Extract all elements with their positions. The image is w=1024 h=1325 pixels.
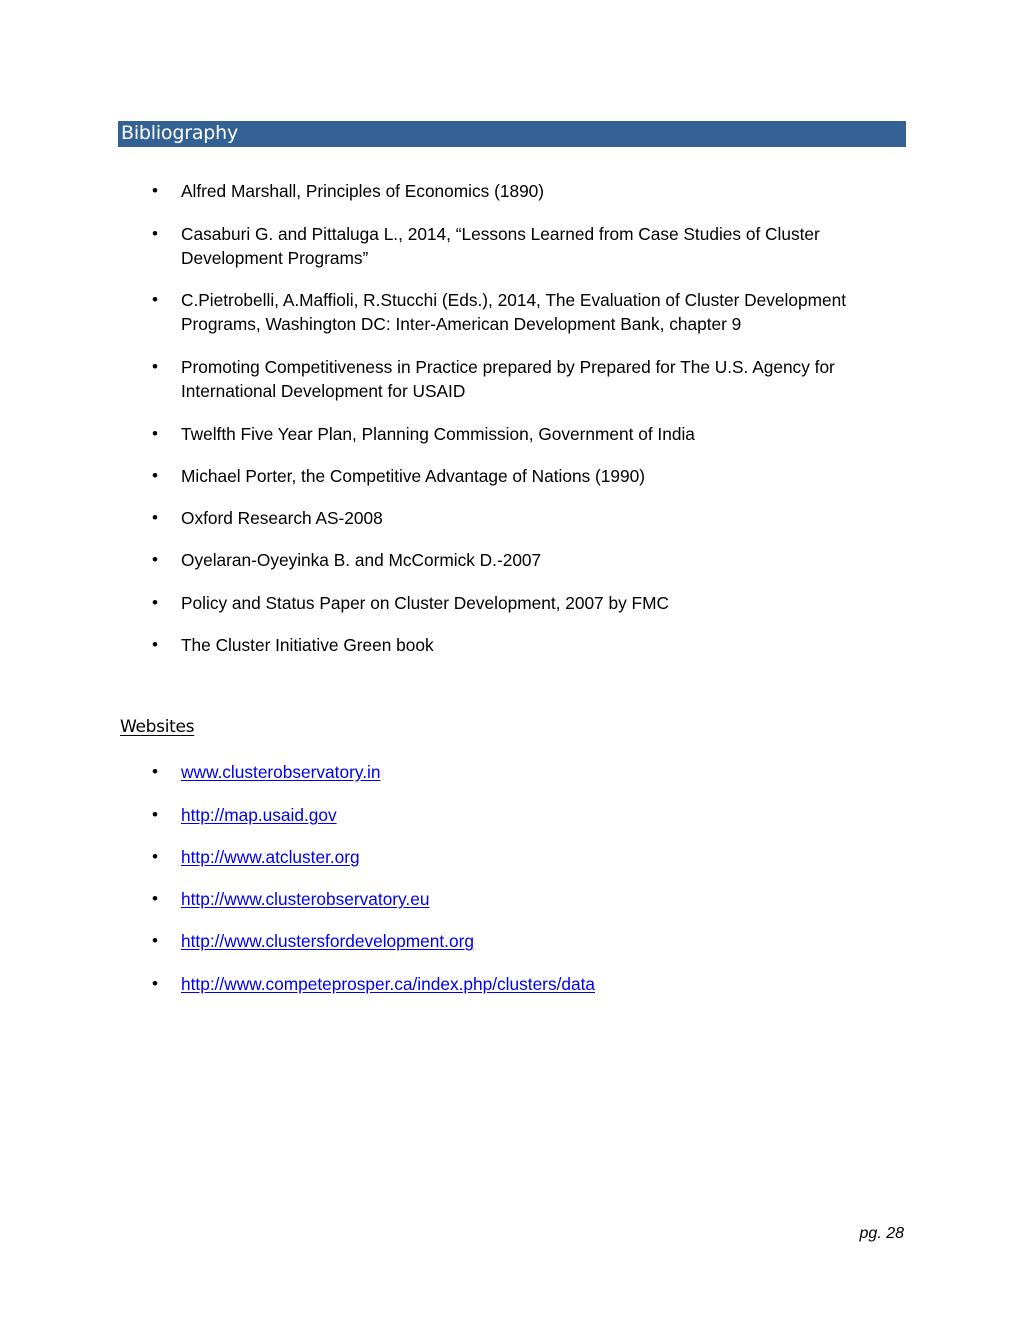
website-text [181,972,901,996]
bullet-icon: • [152,593,158,612]
bibliography-text [181,355,901,403]
bullet-icon: • [152,762,158,781]
bullet-icon: • [152,424,158,443]
bullet-icon: • [152,224,158,243]
website-text [181,845,901,869]
bibliography-text [181,179,901,203]
bullet-icon: • [152,974,158,993]
website-link[interactable]: http://map.usaid.gov [181,805,337,825]
website-text [181,803,901,827]
section-header-bar [118,121,906,147]
bibliography-line: Development Programs” [181,248,369,268]
bibliography-line: Casaburi G. and Pittaluga L., 2014, “Lessons Learned from Case Studies of Cluster [181,224,820,244]
bibliography-text [181,288,901,336]
bibliography-line: Programs, Washington DC: Inter-American Development Bank, chapter 9 [181,314,742,334]
bullet-icon: • [152,931,158,950]
bibliography-line: Oyelaran-Oyeyinka B. and McCormick D.-2007 [181,550,542,570]
website-text [181,760,901,784]
bullet-icon: • [152,550,158,569]
bullet-icon: • [152,357,158,376]
bibliography-line: Michael Porter, the Competitive Advantage of Nations (1990) [181,466,645,486]
bibliography-text [181,222,901,270]
bullet-icon: • [152,889,158,908]
website-link[interactable]: http://www.clustersfordevelopment.org [181,931,474,951]
website-text [181,887,901,911]
bibliography-text [181,464,901,488]
bibliography-line: Policy and Status Paper on Cluster Development, 2007 by FMC [181,593,669,613]
bullet-icon: • [152,847,158,866]
bullet-icon: • [152,805,158,824]
bibliography-line: Alfred Marshall, Principles of Economics (1890) [181,181,545,201]
bibliography-line: Promoting Competitiveness in Practice prepared by Prepared for The U.S. Agency for [181,357,835,377]
website-text [181,929,901,953]
bibliography-text [181,591,901,615]
bullet-icon: • [152,466,158,485]
bibliography-line: The Cluster Initiative Green book [181,635,434,655]
bibliography-line: International Development for USAID [181,381,466,401]
bibliography-text [181,422,901,446]
bibliography-text [181,548,901,572]
bibliography-text [181,633,901,657]
page-number: pg. 28 [859,1225,904,1242]
websites-heading: Websites [120,717,195,737]
website-link[interactable]: http://www.clusterobservatory.eu [181,889,430,909]
bibliography-text [181,506,901,530]
section-title: Bibliography [121,122,239,144]
bullet-icon: • [152,181,158,200]
bibliography-line: Oxford Research AS-2008 [181,508,383,528]
bullet-icon: • [152,508,158,527]
bibliography-line: C.Pietrobelli, A.Maffioli, R.Stucchi (Eds.), 2014, The Evaluation of Cluster Development [181,290,847,310]
website-link[interactable]: http://www.atcluster.org [181,847,360,867]
website-link[interactable]: http://www.competeprosper.ca/index.php/clusters/data [181,974,596,994]
bullet-icon: • [152,290,158,309]
bibliography-line: Twelfth Five Year Plan, Planning Commission, Government of India [181,424,695,444]
bullet-icon: • [152,635,158,654]
website-link[interactable]: www.clusterobservatory.in [181,762,381,782]
